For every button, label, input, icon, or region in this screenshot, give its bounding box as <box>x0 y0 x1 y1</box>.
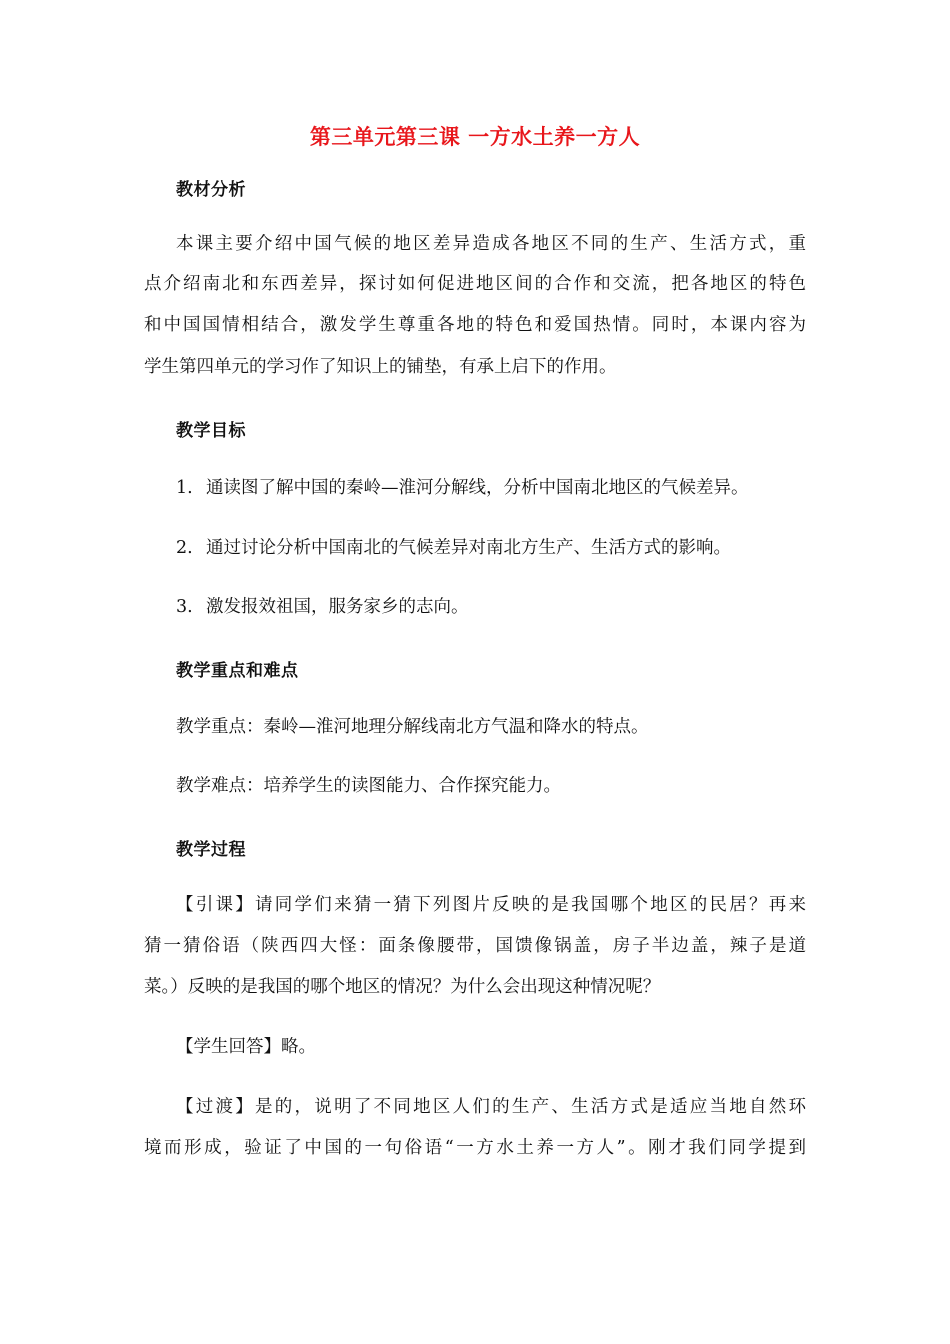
goal-text: 通过讨论分析中国南北的气候差异对南北方生产、生活方式的影响。 <box>206 538 731 558</box>
teaching-focus: 教学重点：秦岭—淮河地理分解线南北方气温和降水的特点。 <box>176 717 649 737</box>
intro-line-3: 菜。）反映的是我国的哪个地区的情况？为什么会出现这种情况呢？ <box>144 977 661 997</box>
transition-line-1: 【过渡】是的，说明了不同地区人们的生产、生活方式是适应当地自然环 <box>176 1097 806 1117</box>
goal-item-3 <box>176 596 469 618</box>
goal-item-2 <box>176 537 731 559</box>
analysis-line-1: 本课主要介绍中国气候的地区差异造成各地区不同的生产、生活方式，重 <box>176 234 806 254</box>
intro-line-1: 【引课】请同学们来猜一猜下列图片反映的是我国哪个地区的民居？再来 <box>176 895 806 915</box>
analysis-line-2: 点介绍南北和东西差异，探讨如何促进地区间的合作和交流，把各地区的特色 <box>144 274 806 294</box>
teaching-difficulty: 教学难点：培养学生的读图能力、合作探究能力。 <box>176 776 561 796</box>
goal-text: 通读图了解中国的秦岭—淮河分解线，分析中国南北地区的气候差异。 <box>206 478 749 498</box>
document-title: 第三单元第三课 一方水土养一方人 <box>309 125 641 149</box>
analysis-line-4: 学生第四单元的学习作了知识上的铺垫，有承上启下的作用。 <box>144 357 617 377</box>
goal-number: 3. <box>176 597 193 617</box>
section-heading-key-points: 教学重点和难点 <box>176 661 299 681</box>
section-heading-process: 教学过程 <box>176 840 246 860</box>
student-answer: 【学生回答】略。 <box>176 1037 316 1057</box>
goal-number: 2. <box>176 538 193 558</box>
transition-line-2: 境而形成，验证了中国的一句俗语“一方水土养一方人”。刚才我们同学提到 <box>144 1138 806 1158</box>
goal-item-1 <box>176 477 749 499</box>
section-heading-goals: 教学目标 <box>176 421 246 441</box>
intro-line-2: 猜一猜俗语（陕西四大怪：面条像腰带，国馈像锅盖，房子半边盖，辣子是道 <box>144 936 806 956</box>
goal-number: 1. <box>176 478 193 498</box>
analysis-line-3: 和中国国情相结合，激发学生尊重各地的特色和爱国热情。同时，本课内容为 <box>144 315 806 335</box>
section-heading-analysis: 教材分析 <box>176 180 246 200</box>
goal-text: 激发报效祖国，服务家乡的志向。 <box>206 597 469 617</box>
